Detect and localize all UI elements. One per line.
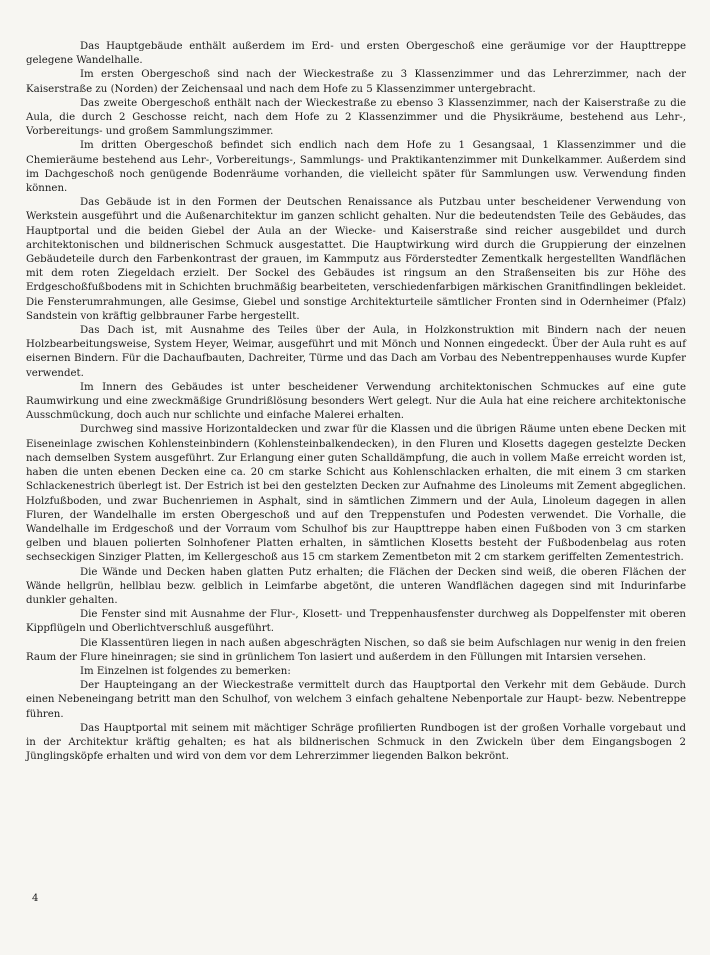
paragraph-second-floor: Das zweite Obergeschoß enthält nach der Wieckestraße zu ebenso 3 Klassenzimmer, nach der Kaiserstraße zu die Aula, die durch 2 Geschosse reicht, nach dem Hofe zu 2 Klassenzimmer und die Physikräume, bestehend aus Lehr-, Vorbereitungs- und großem Sammlungszimmer. (26, 97, 686, 138)
paragraph-wandelhalle: Das Hauptgebäude enthält außerdem im Erd- und ersten Obergeschoß eine geräumige vor der Haupttreppe gelegene Wandelhalle. (26, 41, 686, 67)
page-number: 4 (32, 893, 39, 904)
paragraph-details-heading: Im Einzelnen ist folgendes zu bemerken: (80, 665, 291, 677)
paragraph-doors: Die Klassentüren liegen in nach außen abgeschrägten Nischen, so daß sie beim Aufschlagen nur wenig in den freien Raum der Flure hineinragen; sie sind in grünlichem Ton lasiert und außerdem in den Füllungen mit Intarsien versehen. (26, 637, 686, 663)
paragraph-roof: Das Dach ist, mit Ausnahme des Teiles über der Aula, in Holzkonstruktion mit Bindern nach der neuen Holzbearbeitungsweise, System Heyer, Weimar, ausgeführt und mit Mönch und Nonnen eingedeckt. Über der Aula ruht es auf eisernen Bindern. Für die Dachaufbauten, Dachreiter, Türme und das Dach am Vorbau des Nebentreppenhauses wurde Kupfer verwendet. (26, 325, 686, 379)
paragraph-walls: Die Wände und Decken haben glatten Putz erhalten; die Flächen der Decken sind weiß, die oberen Flächen der Wände hellgrün, hellblau bezw. gelblich in Leimfarbe abgetönt, die unteren Wandflächen dagegen sind mit Indurinfarbe dunkler gehalten. (26, 566, 686, 606)
paragraph-interior: Im Innern des Gebäudes ist unter bescheidener Verwendung architektonischen Schmuckes auf eine gute Raumwirkung und eine zweckmäßige Grundrißlösung besonders Wert gelegt. Nur die Aula hat eine reichere architektonische Ausschmückung, doch auch nur schlichte und einfache Malerei erhalten. (26, 381, 686, 422)
paragraph-main-portal: Das Hauptportal mit seinem mit mächtiger Schräge profilierten Rundbogen ist der großen Vorhalle vorgebaut und in der Architektur kräftig gehalten; es hat als bildnerischen Schmuck in den Zwickeln über dem Eingangsbogen 2 Jünglingsköpfe erhalten und wird von dem vor dem Lehrerzimmer liegenden Balkon bekrönt. (26, 722, 686, 763)
paragraph-first-floor: Im ersten Obergeschoß sind nach der Wieckestraße zu 3 Klassenzimmer und das Lehrerzimmer, nach der Kaiserstraße zu (Norden) der Zeichensaal und nach dem Hofe zu 5 Klassenzimmer untergebracht. (26, 69, 686, 95)
paragraph-third-floor: Im dritten Obergeschoß befindet sich endlich nach dem Hofe zu 1 Gesangsaal, 1 Klassenzimmer und die Chemieräume bestehend aus Lehr-, Vorbereitungs-, Sammlungs- und Praktikantenzimmer mit Dunkelkammer. Außerdem sind im Dachgeschoß noch genügende Bodenräume vorhanden, die vielleicht später für Sammlungen usw. Verwendung finden können. (26, 140, 686, 195)
document-page (26, 40, 686, 764)
paragraph-main-entrance: Der Haupteingang an der Wieckestraße vermittelt durch das Hauptportal den Verkehr mit dem Gebäude. Durch einen Nebeneingang betritt man den Schulhof, von welchem 3 einfach gehaltene Nebenportale zur Haupt- bezw. Nebentreppe führen. (26, 680, 686, 720)
paragraph-ceilings-floors: Durchweg sind massive Horizontaldecken und zwar für die Klassen und die übrigen Räume unten ebene Decken mit Eiseneinlage zwischen Kohlensteinbindern (Kohlensteinbalkendecken), in den Fluren und Klosetts dagegen gestelzte Decken nach demselben System ausgeführt. Zur Erlangung einer guten Schalldämpfung, die auch in vollem Maße erreicht worden ist, haben die unten ebenen Decken eine ca. 20 cm starke Schicht aus Kohlenschlacken erhalten, die mit einem 3 cm starken Schlackenestrich überlegt ist. Der Estrich ist bei den gestelzten Decken zur Aufnahme des Linoleums mit Zement abgeglichen. Holzfußboden, und zwar Buchenriemen in Asphalt, sind in sämtlichen Zimmern und der Aula, Linoleum dagegen in allen Fluren, der Wandelhalle im ersten Obergeschoß und auf den Treppenstufen und Podesten verwendet. Die Vorhalle, die Wandelhalle im Erdgeschoß und der Vorraum vom Schulhof bis zur Haupttreppe haben einen Fußboden von 3 cm starken gelben und blauen polierten Solnhofener Platten erhalten, in sämtlichen Klosetts besteht der Fußbodenbelag aus roten sechseckigen Sinziger Platten, im Kellergeschoß aus 15 cm starkem Zementbeton mit 2 cm starkem geriffelten Zementestrich. (26, 424, 686, 564)
paragraph-building-style: Das Gebäude ist in den Formen der Deutschen Renaissance als Putzbau unter bescheidener Verwendung von Werkstein ausgeführt und die Außenarchitektur im ganzen schlicht gehalten. Nur die bedeutendsten Teile des Gebäudes, das Hauptportal und die beiden Giebel der Aula an der Wiecke- und Kaiserstraße sind reicher ausgebildet und durch architektonischen und bildnerischen Schmuck ausgestattet. Die Hauptwirkung wird durch die Gruppierung der einzelnen Gebäudeteile durch den Farbenkontrast der grauen, im Kammputz aus Förderstedter Zementkalk hergestellten Wandflächen mit dem roten Ziegeldach erzielt. Der Sockel des Gebäudes ist ringsum an den Straßenseiten bis zur Höhe des Erdgeschoßfußbodens mit in Schichten bruchmäßig bearbeiteten, verschiedenfarbigen märkischen Granitfindlingen bekleidet. Die Fensterumrahmungen, alle Gesimse, Giebel und sonstige Architekturteile sämtlicher Fronten sind in Odernheimer (Pfalz) Sandstein von kräftig gelbbrauner Farbe hergestellt. (26, 197, 686, 322)
paragraph-windows: Die Fenster sind mit Ausnahme der Flur-, Klosett- und Treppenhausfenster durchweg als Doppelfenster mit oberen Kippflügeln und Oberlichtverschluß ausgeführt. (26, 609, 686, 635)
